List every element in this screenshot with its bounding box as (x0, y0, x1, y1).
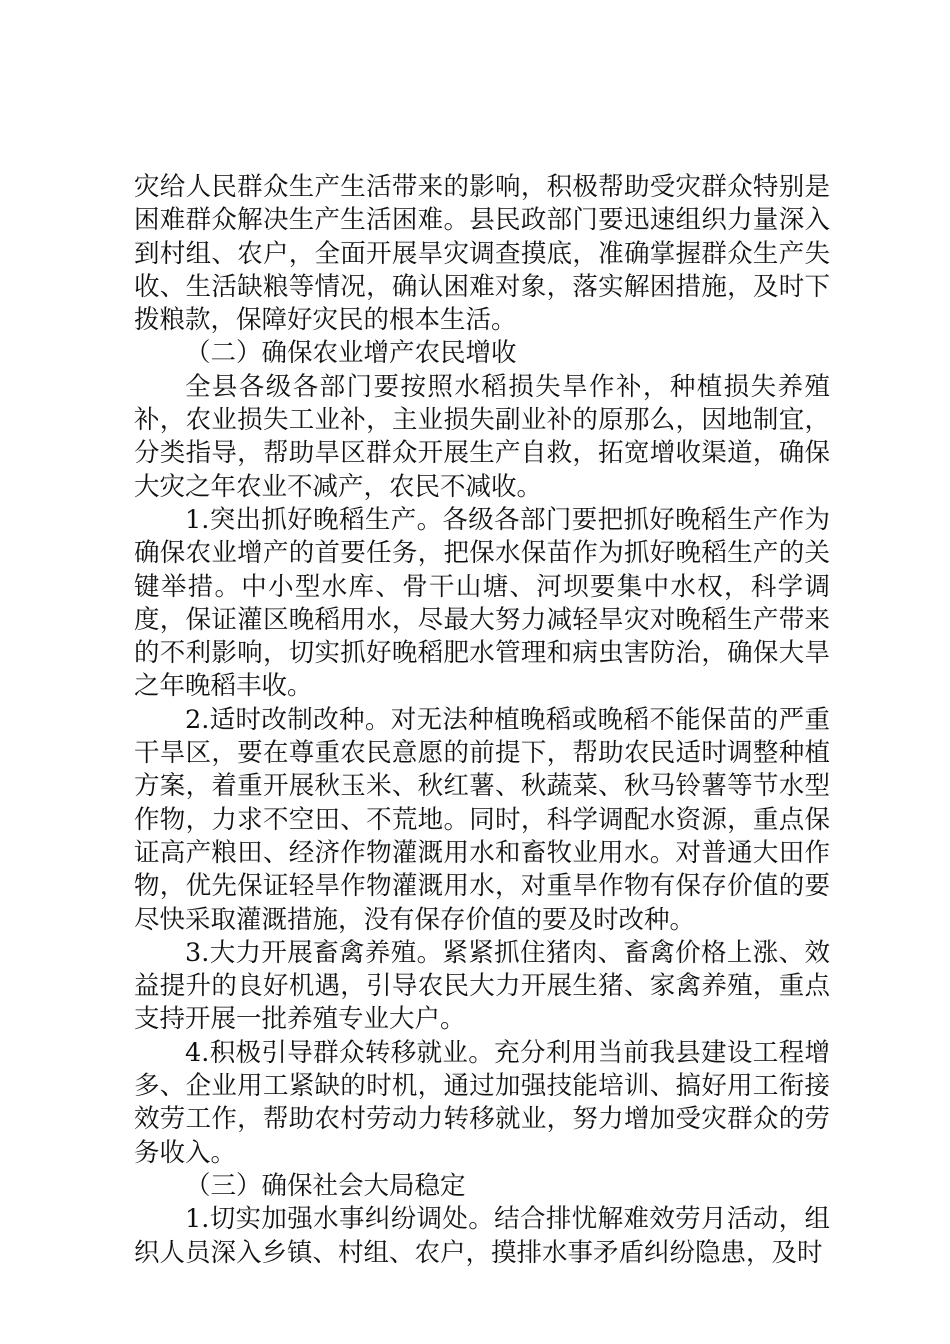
section-heading-3: （三）确保社会大局稳定 (185, 1170, 466, 1201)
document-body (134, 171, 830, 1270)
paragraph-section-2-intro: 全县各级各部门要按照水稻损失旱作补，种植损失养殖补，农业损失工业补，主业损失副业补的原那么，因地制宜，分类指导，帮助旱区群众开展生产自救，拓宽增收渠道，确保大灾之年农业不减产，农民不减收。 (134, 371, 830, 502)
paragraph-item-4-employment: 4.积极引导群众转移就业。充分利用当前我县建设工程增多、企业用工紧缺的时机，通过加强技能培训、搞好用工衔接效劳工作，帮助农村劳动力转移就业，努力增加受灾群众的劳务收入。 (134, 1037, 830, 1168)
section-heading-2: （二）确保农业增产农民增收 (185, 338, 517, 369)
paragraph-item-1-late-rice: 1.突出抓好晚稻生产。各级各部门要把抓好晚稻生产作为确保农业增产的首要任务，把保水保苗作为抓好晚稻生产的关键举措。中小型水库、骨干山塘、河坝要集中水权，科学调度，保证灌区晚稻用水，尽最大努力减轻旱灾对晚稻生产带来的不利影响，切实抓好晚稻肥水管理和病虫害防治，确保大旱之年晚稻丰收。 (134, 504, 830, 702)
paragraph-section-3-item-1: 1.切实加强水事纠纷调处。结合排忧解难效劳月活动，组织人员深入乡镇、村组、农户，摸排水事矛盾纠纷隐患，及时 (134, 1204, 830, 1268)
paragraph-item-2-replanting: 2.适时改制改种。对无法种植晚稻或晚稻不能保苗的严重干旱区，要在尊重农民意愿的前提下，帮助农民适时调整种植方案，着重开展秋玉米、秋红薯、秋蔬菜、秋马铃薯等节水型作物，力求不空田、不荒地。同时，科学调配水资源，重点保证高产粮田、经济作物灌溉用水和畜牧业用水。对普通大田作物，优先保证轻旱作物灌溉用水，对重旱作物有保存价值的要尽快采取灌溉措施，没有保存价值的要及时改种。 (134, 704, 830, 935)
paragraph-item-3-livestock: 3.大力开展畜禽养殖。紧紧抓住猪肉、畜禽价格上涨、效益提升的良好机遇，引导农民大力开展生猪、家禽养殖，重点支持开展一批养殖专业大户。 (134, 937, 830, 1035)
paragraph-continuation: 灾给人民群众生产生活带来的影响，积极帮助受灾群众特别是困难群众解决生产生活困难。县民政部门要迅速组织力量深入到村组、农户，全面开展旱灾调查摸底，准确掌握群众生产失收、生活缺粮等情况，确认困难对象，落实解困措施，及时下拨粮款，保障好灾民的根本生活。 (134, 172, 830, 336)
